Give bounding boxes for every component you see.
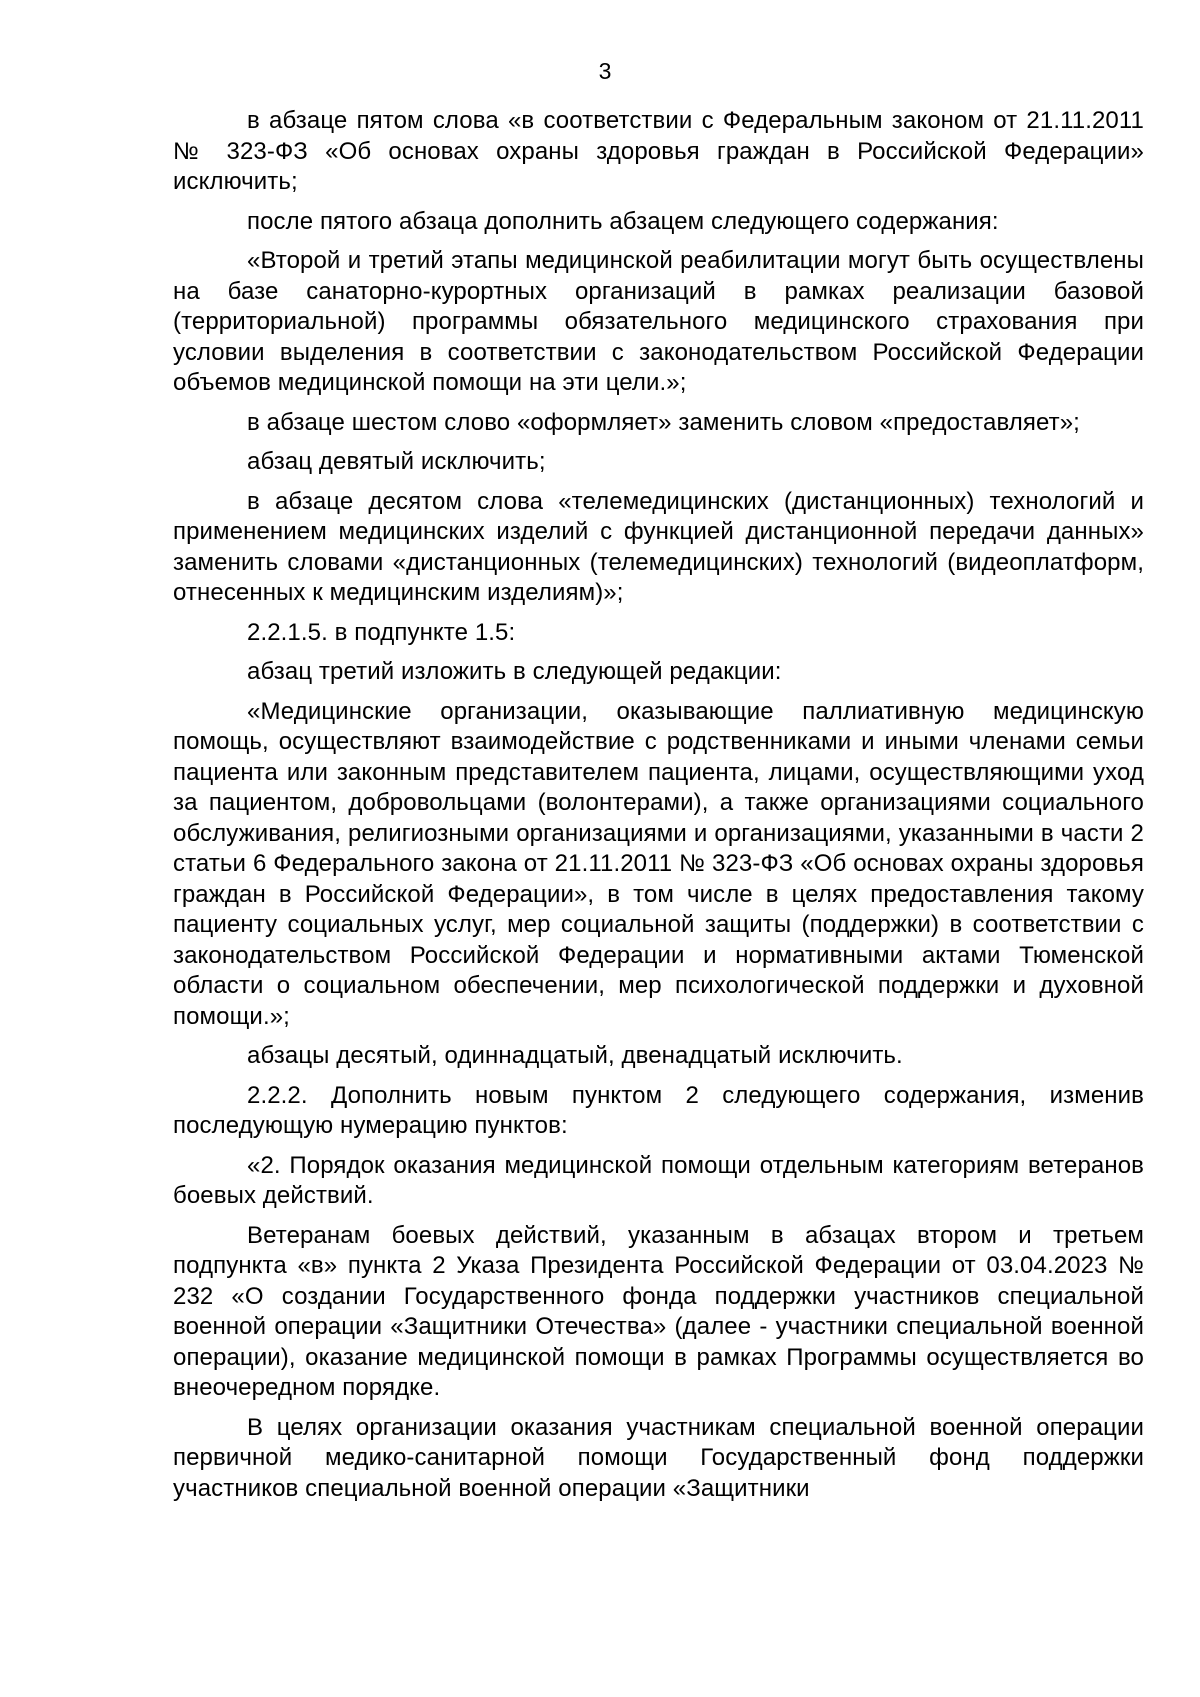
paragraph: 2.2.2. Дополнить новым пунктом 2 следующего содержания, изменив последующую нумерацию пунктов:: [173, 1081, 1144, 1139]
paragraph: в абзаце пятом слова «в соответствии с Федеральным законом от 21.11.2011 № 323-ФЗ «Об основах охраны здоровья граждан в Российской Федерации» исключить;: [173, 107, 1144, 195]
paragraph: в абзаце десятом слова «телемедицинских (дистанционных) технологий и применением медицинских изделий с функцией дистанционной передачи данных» заменить словами «дистанционных (телемедицинских) технологий (видеоплатформ, отнесенных к медицинским изделиям)»;: [173, 487, 1144, 606]
paragraph: 2.2.1.5. в подпункте 1.5:: [247, 618, 516, 646]
paragraph: в абзаце шестом слово «оформляет» заменить словом «предоставляет»;: [247, 408, 1080, 436]
paragraph: Ветеранам боевых действий, указанным в абзацах втором и третьем подпункта «в» пункта 2 Указа Президента Российской Федерации от 03.04.2023 № 232 «О создании Государственного фонда поддержки участников специальной военной операции «Защитники Отечества» (далее - участники специальной военной операции), оказание медицинской помощи в рамках Программы осуществляется во внеочередном порядке.: [173, 1221, 1144, 1401]
paragraph: В целях организации оказания участникам специальной военной операции первичной медико-санитарной помощи Государственный фонд поддержки участников специальной военной операции «Защитники: [173, 1413, 1144, 1502]
paragraph: абзацы десятый, одиннадцатый, двенадцатый исключить.: [247, 1042, 903, 1069]
document-body: [173, 106, 1144, 1513]
paragraph: после пятого абзаца дополнить абзацем следующего содержания:: [247, 207, 999, 235]
page-number: 3: [598, 58, 612, 84]
paragraph: абзац третий изложить в следующей редакции:: [247, 658, 782, 685]
paragraph: «2. Порядок оказания медицинской помощи отдельным категориям ветеранов боевых действий.: [173, 1151, 1144, 1209]
paragraph: «Медицинские организации, оказывающие паллиативную медицинскую помощь, осуществляют взаимодействие с родственниками и иными членами семьи пациента или законным представителем пациента, лицами, осуществляющими уход за пациентом, добровольцами (волонтерами), а также организациями социального обслуживания, религиозными организациями и организациями, указанными в части 2 статьи 6 Федерального закона от 21.11.2011 № 323-ФЗ «Об основах охраны здоровья граждан в Российской Федерации», в том числе в целях предоставления такому пациенту социальных услуг, мер социальной защиты (поддержки) в соответствии с законодательством Российской Федерации и нормативными актами Тюменской области о социальном обеспечении, мер психологической поддержки и духовной помощи.»;: [173, 697, 1144, 1030]
paragraph: «Второй и третий этапы медицинской реабилитации могут быть осуществлены на базе санаторно-курортных организаций в рамках реализации базовой (территориальной) программы обязательного медицинского страхования при условии выделения в соответствии с законодательством Российской Федерации объемов медицинской помощи на эти цели.»;: [173, 247, 1144, 396]
paragraph: абзац девятый исключить;: [247, 448, 546, 475]
